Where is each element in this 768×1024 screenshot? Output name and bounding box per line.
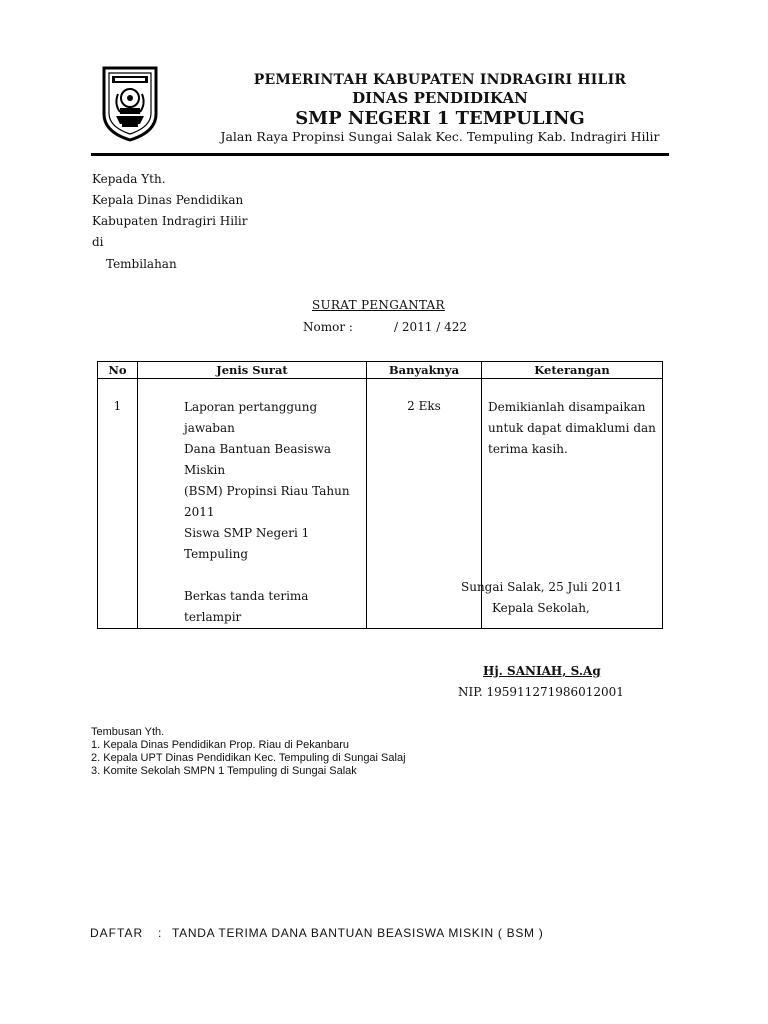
header-no: No bbox=[98, 362, 138, 379]
regency-emblem-logo bbox=[100, 64, 160, 142]
jenis-line: Siswa SMP Negeri 1 Tempuling bbox=[184, 526, 310, 561]
recipient-regency: Kabupaten Indragiri Hilir bbox=[92, 214, 248, 228]
header-banyaknya: Banyaknya bbox=[367, 362, 482, 379]
signature-name: Hj. SANIAH, S.Ag bbox=[483, 664, 601, 678]
cc-item: 2. Kepala UPT Dinas Pendidikan Kec. Tempuling di Sungai Salaj bbox=[91, 752, 406, 764]
signature-place-date: Sungai Salak, 25 Juli 2011 bbox=[461, 580, 623, 594]
jenis-line: Laporan pertanggung jawaban bbox=[184, 400, 318, 435]
letter-number-label: Nomor : bbox=[303, 320, 353, 334]
cell-no: 1 bbox=[98, 379, 138, 629]
cc-item: 1. Kepala Dinas Pendidikan Prop. Riau di Pekanbaru bbox=[91, 739, 350, 751]
cc-item: 3. Komite Sekolah SMPN 1 Tempuling di Sungai Salak bbox=[91, 765, 357, 777]
jenis-line: (BSM) Propinsi Riau Tahun 2011 bbox=[184, 484, 350, 519]
header-jenis-surat: Jenis Surat bbox=[138, 362, 367, 379]
cc-heading: Tembusan Yth. bbox=[91, 726, 165, 738]
letterhead-divider bbox=[91, 153, 669, 156]
table-header-row bbox=[98, 362, 663, 379]
keterangan-line: Demikianlah disampaikan bbox=[488, 400, 646, 414]
header-keterangan: Keterangan bbox=[482, 362, 663, 379]
cell-jenis-surat bbox=[138, 379, 367, 629]
letter-number-value: / 2011 / 422 bbox=[394, 320, 467, 334]
jenis-attachment-note: Berkas tanda terima terlampir bbox=[184, 589, 309, 624]
keterangan-line: untuk dapat dimaklumi dan bbox=[488, 421, 656, 435]
jenis-line: Dana Bantuan Beasiswa Miskin bbox=[184, 442, 332, 477]
signature-position: Kepala Sekolah, bbox=[492, 601, 590, 615]
letterhead-government: PEMERINTAH KABUPATEN INDRAGIRI HILIR bbox=[253, 72, 627, 88]
footer-daftar-separator: : bbox=[158, 926, 162, 940]
recipient-greeting: Kepada Yth. bbox=[92, 172, 166, 186]
letter-title: SURAT PENGANTAR bbox=[312, 298, 445, 312]
keterangan-line: terima kasih. bbox=[488, 442, 568, 456]
spacer bbox=[184, 565, 360, 586]
signature-nip: NIP. 195911271986012001 bbox=[458, 685, 624, 699]
cell-banyaknya: 2 Eks bbox=[367, 379, 482, 629]
footer-daftar-text: TANDA TERIMA DANA BANTUAN BEASISWA MISKIN ( BSM ) bbox=[172, 926, 544, 940]
recipient-di: di bbox=[92, 235, 104, 249]
recipient-title: Kepala Dinas Pendidikan bbox=[92, 193, 244, 207]
recipient-city: Tembilahan bbox=[106, 257, 177, 271]
letterhead-address: Jalan Raya Propinsi Sungai Salak Kec. Tempuling Kab. Indragiri Hilir bbox=[220, 129, 660, 144]
footer-daftar-label: DAFTAR bbox=[90, 926, 144, 940]
letterhead-department: DINAS PENDIDIKAN bbox=[352, 89, 528, 107]
letterhead-school-name: SMP NEGERI 1 TEMPULING bbox=[295, 108, 585, 129]
